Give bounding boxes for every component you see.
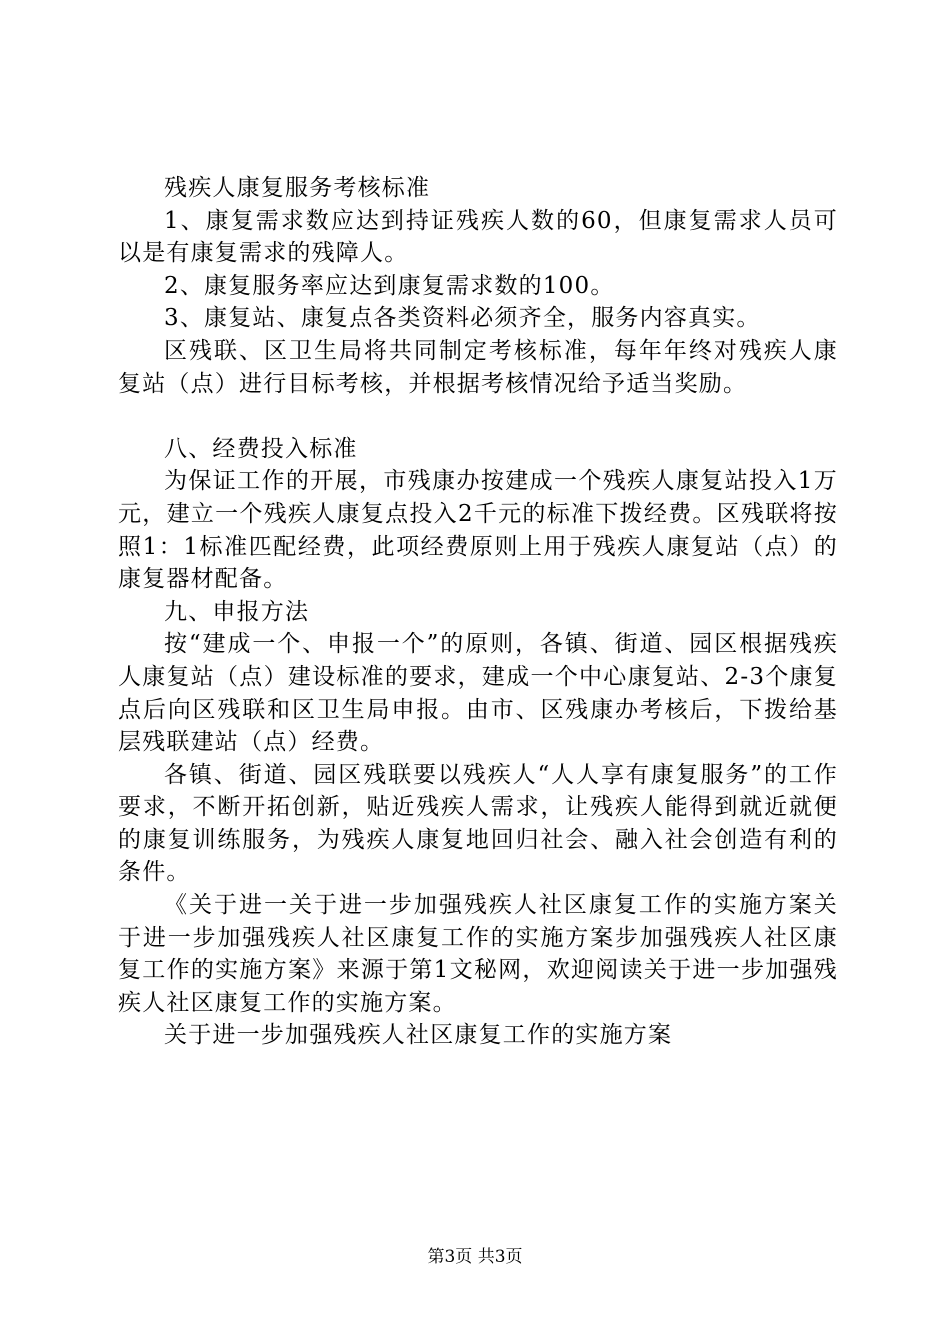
paragraph-item-2: 2、康复服务率应达到康复需求数的100。 [164,272,615,299]
section-heading-assessment: 残疾人康复服务考核标准 [164,175,431,201]
document-body [118,172,838,1052]
page-footer: 第3页 共3页 [427,1247,523,1267]
paragraph-spacer [118,400,838,433]
paragraph-item-3: 3、康复站、康复点各类资料必须齐全，服务内容真实。 [164,305,761,332]
paragraph-assessment-note: 区残联、区卫生局将共同制定考核标准，每年年终对残疾人康复站（点）进行目标考核，并根据考核情况给予适当奖励。 [118,337,838,397]
section-heading-funding: 八、经费投入标准 [164,435,358,462]
paragraph-item-1: 1、康复需求数应达到持证残疾人数的60，但康复需求人员可以是有康复需求的残障人。 [118,207,838,267]
paragraph-requirements: 各镇、街道、园区残联要以残疾人“人人享有康复服务”的工作要求，不断开拓创新，贴近残疾人需求，让残疾人能得到就近就便的康复训练服务，为残疾人康复地回归社会、融入社会创造有利的条件。 [118,761,838,886]
paragraph-source-note: 《关于进一关于进一步加强残疾人社区康复工作的实施方案关于进一步加强残疾人社区康复工作的实施方案步加强残疾人社区康复工作的实施方案》来源于第1文秘网，欢迎阅读关于进一步加强残疾人社区康复工作的实施方案。 [118,892,838,1016]
section-heading-application: 九、申报方法 [164,598,310,625]
paragraph-closing-title: 关于进一步加强残疾人社区康复工作的实施方案 [164,1022,673,1049]
paragraph-funding: 为保证工作的开展，市残康办按建成一个残疾人康复站投入1万元，建立一个残疾人康复点投入2千元的标准下拨经费。区残联将按照1：1标准匹配经费，此项经费原则上用于残疾人康复站（点）的康复器材配备。 [118,468,838,593]
paragraph-application: 按“建成一个、申报一个”的原则，各镇、街道、园区根据残疾人康复站（点）建设标准的要求，建成一个中心康复站、2-3个康复点后向区残联和区卫生局申报。由市、区残康办考核后，下拨给基层残联建站（点）经费。 [118,631,838,756]
